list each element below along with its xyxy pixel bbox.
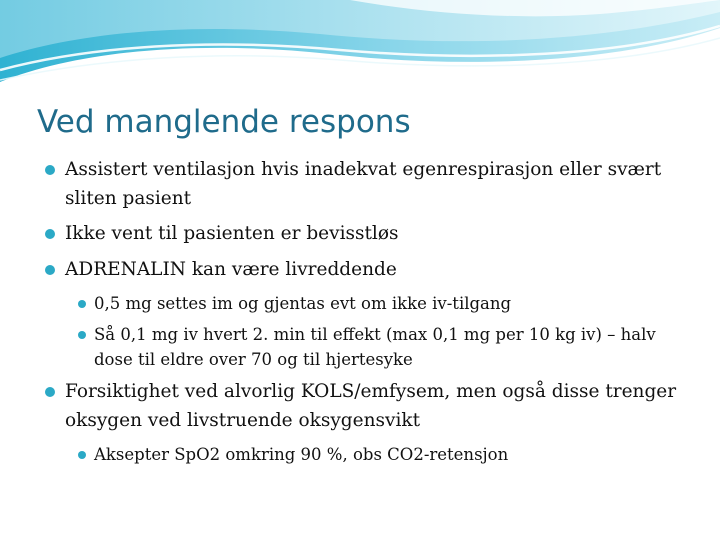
sub-bullet-item	[0, 291, 720, 316]
header-wave-decoration	[0, 0, 720, 95]
bullet-text: Assistert ventilasjon hvis inadekvat egenrespirasjon eller svært sliten pasient	[65, 159, 662, 209]
bullet-item	[0, 156, 720, 213]
sub-bullet-text: Så 0,1 mg iv hvert 2. min til effekt (max 0,1 mg per 10 kg iv) – halv dose til eldre over 70 og til hjertesyke	[94, 325, 656, 369]
bullet-item	[0, 378, 720, 435]
sub-bullet-item	[0, 322, 720, 372]
bullet-icon	[45, 165, 55, 175]
sub-bullet-icon	[78, 331, 86, 339]
bullet-text: ADRENALIN kan være livreddende	[65, 258, 397, 280]
bullet-item	[0, 220, 720, 249]
sub-bullet-item	[0, 442, 720, 467]
sub-bullet-icon	[78, 300, 86, 308]
sub-bullet-text: 0,5 mg settes im og gjentas evt om ikke iv-tilgang	[94, 294, 512, 313]
bullet-icon	[45, 387, 55, 397]
bullet-item	[0, 256, 720, 285]
bullet-text: Forsiktighet ved alvorlig KOLS/emfysem, men også disse trenger oksygen ved livstruende oksygensvikt	[65, 381, 677, 431]
bullet-text: Ikke vent til pasienten er bevisstløs	[65, 223, 399, 244]
bullet-icon	[45, 265, 55, 275]
bullet-list	[0, 156, 720, 473]
bullet-icon	[45, 229, 55, 239]
sub-bullet-text: Aksepter SpO2 omkring 90 %, obs CO2-retensjon	[94, 445, 509, 464]
slide-title: Ved manglende respons	[37, 104, 411, 140]
sub-bullet-icon	[78, 451, 86, 459]
